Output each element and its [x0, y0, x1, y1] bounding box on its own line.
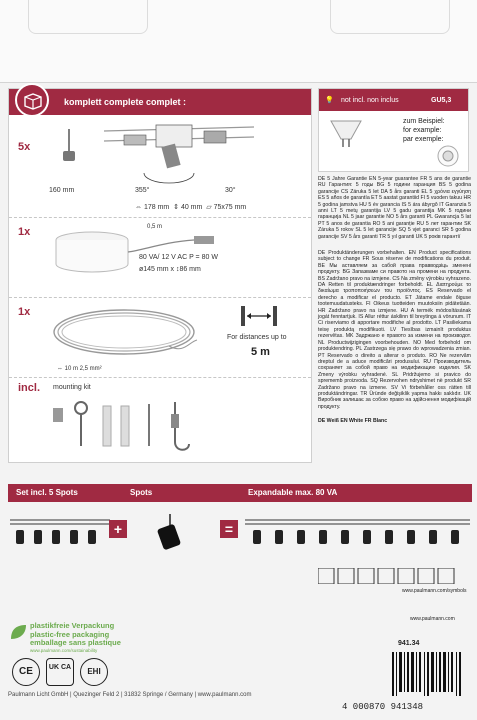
bulb-type: GU5,3: [431, 97, 452, 104]
sustainability-url: www.paulmann.com/sustainability: [30, 648, 98, 653]
fold-cut-right: [330, 0, 450, 34]
wall-distance-icon: [241, 306, 277, 326]
transformer-power: 80 VA/ 12 V AC P = 80 W: [139, 254, 218, 261]
ce-mark: CE: [12, 658, 40, 686]
example-bulb-icon: [437, 145, 459, 167]
qty-incl: incl.: [18, 382, 41, 394]
plus-icon: +: [109, 520, 127, 538]
company-address: Paulmann Licht GmbH | Quezinger Feld 2 | 31832 Springe / Germany | www.paulmann.com: [8, 692, 252, 698]
qty-spots: 5x: [18, 141, 31, 153]
dim-75: 75x75 mm: [213, 204, 247, 211]
color-text: DE Weiß EN White FR Blanc: [318, 418, 388, 424]
dim-355: 355°: [135, 187, 150, 194]
dim-40: 40 mm: [180, 204, 203, 211]
bottom-band: [8, 484, 472, 502]
row-cable: [9, 297, 311, 377]
cable-spec-text: 10 m 2,5 mm²: [64, 366, 102, 372]
contents-panel: [8, 88, 312, 463]
expandable-diagram: [245, 510, 470, 564]
gu53-bulb-icon: [329, 119, 363, 149]
cable-spec: ⇔ 10 m 2,5 mm²: [57, 366, 102, 372]
example-fr: par exemple:: [403, 136, 444, 143]
not-incl-label: not incl. non inclus: [341, 97, 399, 104]
qty-transformer: 1x: [18, 226, 31, 238]
bulb-info-panel: [318, 88, 469, 172]
dim-30: 30°: [225, 187, 236, 194]
spot-side-icon: [49, 127, 89, 167]
plastic-fr: emballage sans plastique: [30, 638, 121, 647]
fold-line: [0, 82, 477, 83]
cable-length-label: 0,5 m: [147, 224, 163, 230]
website-url: www.paulmann.com: [410, 616, 455, 622]
bulb-outline-icon: 💡: [325, 97, 334, 104]
eac-mark: EHI: [80, 658, 108, 686]
contents-title: komplett complete complet :: [64, 97, 187, 107]
dim-160: 160 mm: [49, 187, 75, 194]
spot-icon: [150, 512, 190, 552]
package-fold-top: [0, 0, 477, 82]
expand-label: Expandable max. 80 VA: [248, 488, 338, 497]
example-en: for example:: [403, 127, 442, 134]
cable-coil-icon: [49, 302, 199, 362]
qty-cable: 1x: [18, 306, 31, 318]
article-number: 941.34: [398, 640, 420, 647]
example-labels: [403, 117, 445, 144]
leaf-icon: [8, 622, 28, 642]
spot-assembly-icon: [104, 117, 254, 187]
barcode-icon: [392, 652, 462, 696]
mounting-kit-icons: [49, 398, 199, 458]
barcode-area: [340, 640, 470, 715]
plastic-en: plastic-free packaging: [30, 629, 110, 639]
box-icon: [15, 83, 49, 117]
ukca-mark: UK CA: [46, 658, 74, 686]
example-de: zum Beispiel:: [403, 118, 445, 125]
dim-178: 178 mm: [143, 204, 170, 211]
plastic-de: plastikfreie Verpackung: [30, 621, 115, 630]
mounting-kit-label: mounting kit: [53, 384, 91, 391]
transformer-size: ø145 mm x ↕86 mm: [139, 266, 201, 273]
set-label: Set incl. 5 Spots: [16, 488, 78, 497]
warranty-text: DE 5 Jahre Garantie EN 5-year guarantee FR 5 ans de garantie RU Гарантия: 5 годы BG 5 години гаранция BS 5 godina garancije CS Záruka 5 let DA 5 års garanti EL 5 χρόνια εγγύηση ES 5 años de garantía ET 5 aastat garantiid FI 5 vuoden takuu HR 5 godina jamstva HU 5 év garancia IS 5 ára ábyrgð IT Garanzia 5 anni LT 5 metų garantija LV 5 gadu garantija MK 5 години гаранција NL 5 jaar garantie NO 5 års garanti PL Gwarancja 5 lat PT 5 anos de garantia RO 5 ani garanție RU 5 лет гарантии SK Záruka 5 rokov SL 5 let garancije SQ 5 vjet garanci SR 5 godina garancije SV 5 års garanti TR 5 yıl garanti UK 5 років гарантії: [318, 176, 471, 240]
equals-icon: =: [220, 520, 238, 538]
fold-cut-left: [28, 0, 148, 34]
plastic-free-text: [30, 622, 121, 648]
symbols-url: www.paulmann.com/symbols: [402, 588, 467, 594]
distance-note: For distances up to: [227, 334, 287, 341]
spots-label: Spots: [130, 488, 153, 497]
distance-value: 5 m: [251, 346, 270, 358]
row-spots: [9, 117, 311, 217]
row-mounting-kit: [9, 377, 311, 463]
set-diagram: [10, 510, 110, 564]
bulb-info-band: [319, 89, 468, 111]
row-transformer: [9, 217, 311, 297]
spot-dims-line: ⇔ 178 mm ⇕ 40 mm ▱ 75x75 mm: [135, 204, 247, 211]
symbols-row: [318, 568, 469, 584]
contents-header: [9, 89, 311, 115]
barcode-number: 4 000870 941348: [342, 702, 424, 712]
product-change-text: DE Produktänderungen vorbehalten. EN Product specifications subject to change FR Sous réserve de modifications du produit. BE Мы аставляем за сабой права правводзіць зменені продукту. BG Запазваме си правото на промени на продукта. BS Zadržano pravo na izmjene. CS Na změny výrobku vyhrazeno. DA Retten til produktændringer forbeholdt. EL Διατηρούμε το δικαίωμα τροποποιήσεων του προϊόντος. ES Reservado el derecho a modificar el producto. ET Jätame endale õiguse tootemuudatusteks. FI Oikeus tuotteiden muutoksiin pidätetään. HR Zadržano pravo na izmjene. HU A termék módosításának jogát fenntartjuk. IS Allur réttur áskilinn til breytinga á vörunum. IT Ci riserviamo di apportare modifiche al prodotto. LT Pasiliekama teisę produktą modifikuoti. LV Tiesības izmainīt produktus rezervētas. MK Задржано е правото за измени на производот. NL Productwijzigingen voorbehouden. NO Med forbehold om produktendring. PL Zastrzega się prawo do wprowadzenia zmian. PT Reservado o direito a alterar o produto. RO Ne rezervăm dreptul de a aduce modificări produsului. RU Производитель сохраняет за собой право на модификацию изделия. SK Zmeny výrobku vyhradené. SL Pridržujemo si pravico do sprememb proizvoda. SQ Rezervohen ndryshimet në produkt SR Zadržano pravo na izmene. SV Vi förbehåller oss rätten till produktändringar. TR Üründe değişiklik yapma hakkı saklıdır. UK Виробник залишає за собою право на здійснення модифікацій продукту.: [318, 250, 471, 410]
